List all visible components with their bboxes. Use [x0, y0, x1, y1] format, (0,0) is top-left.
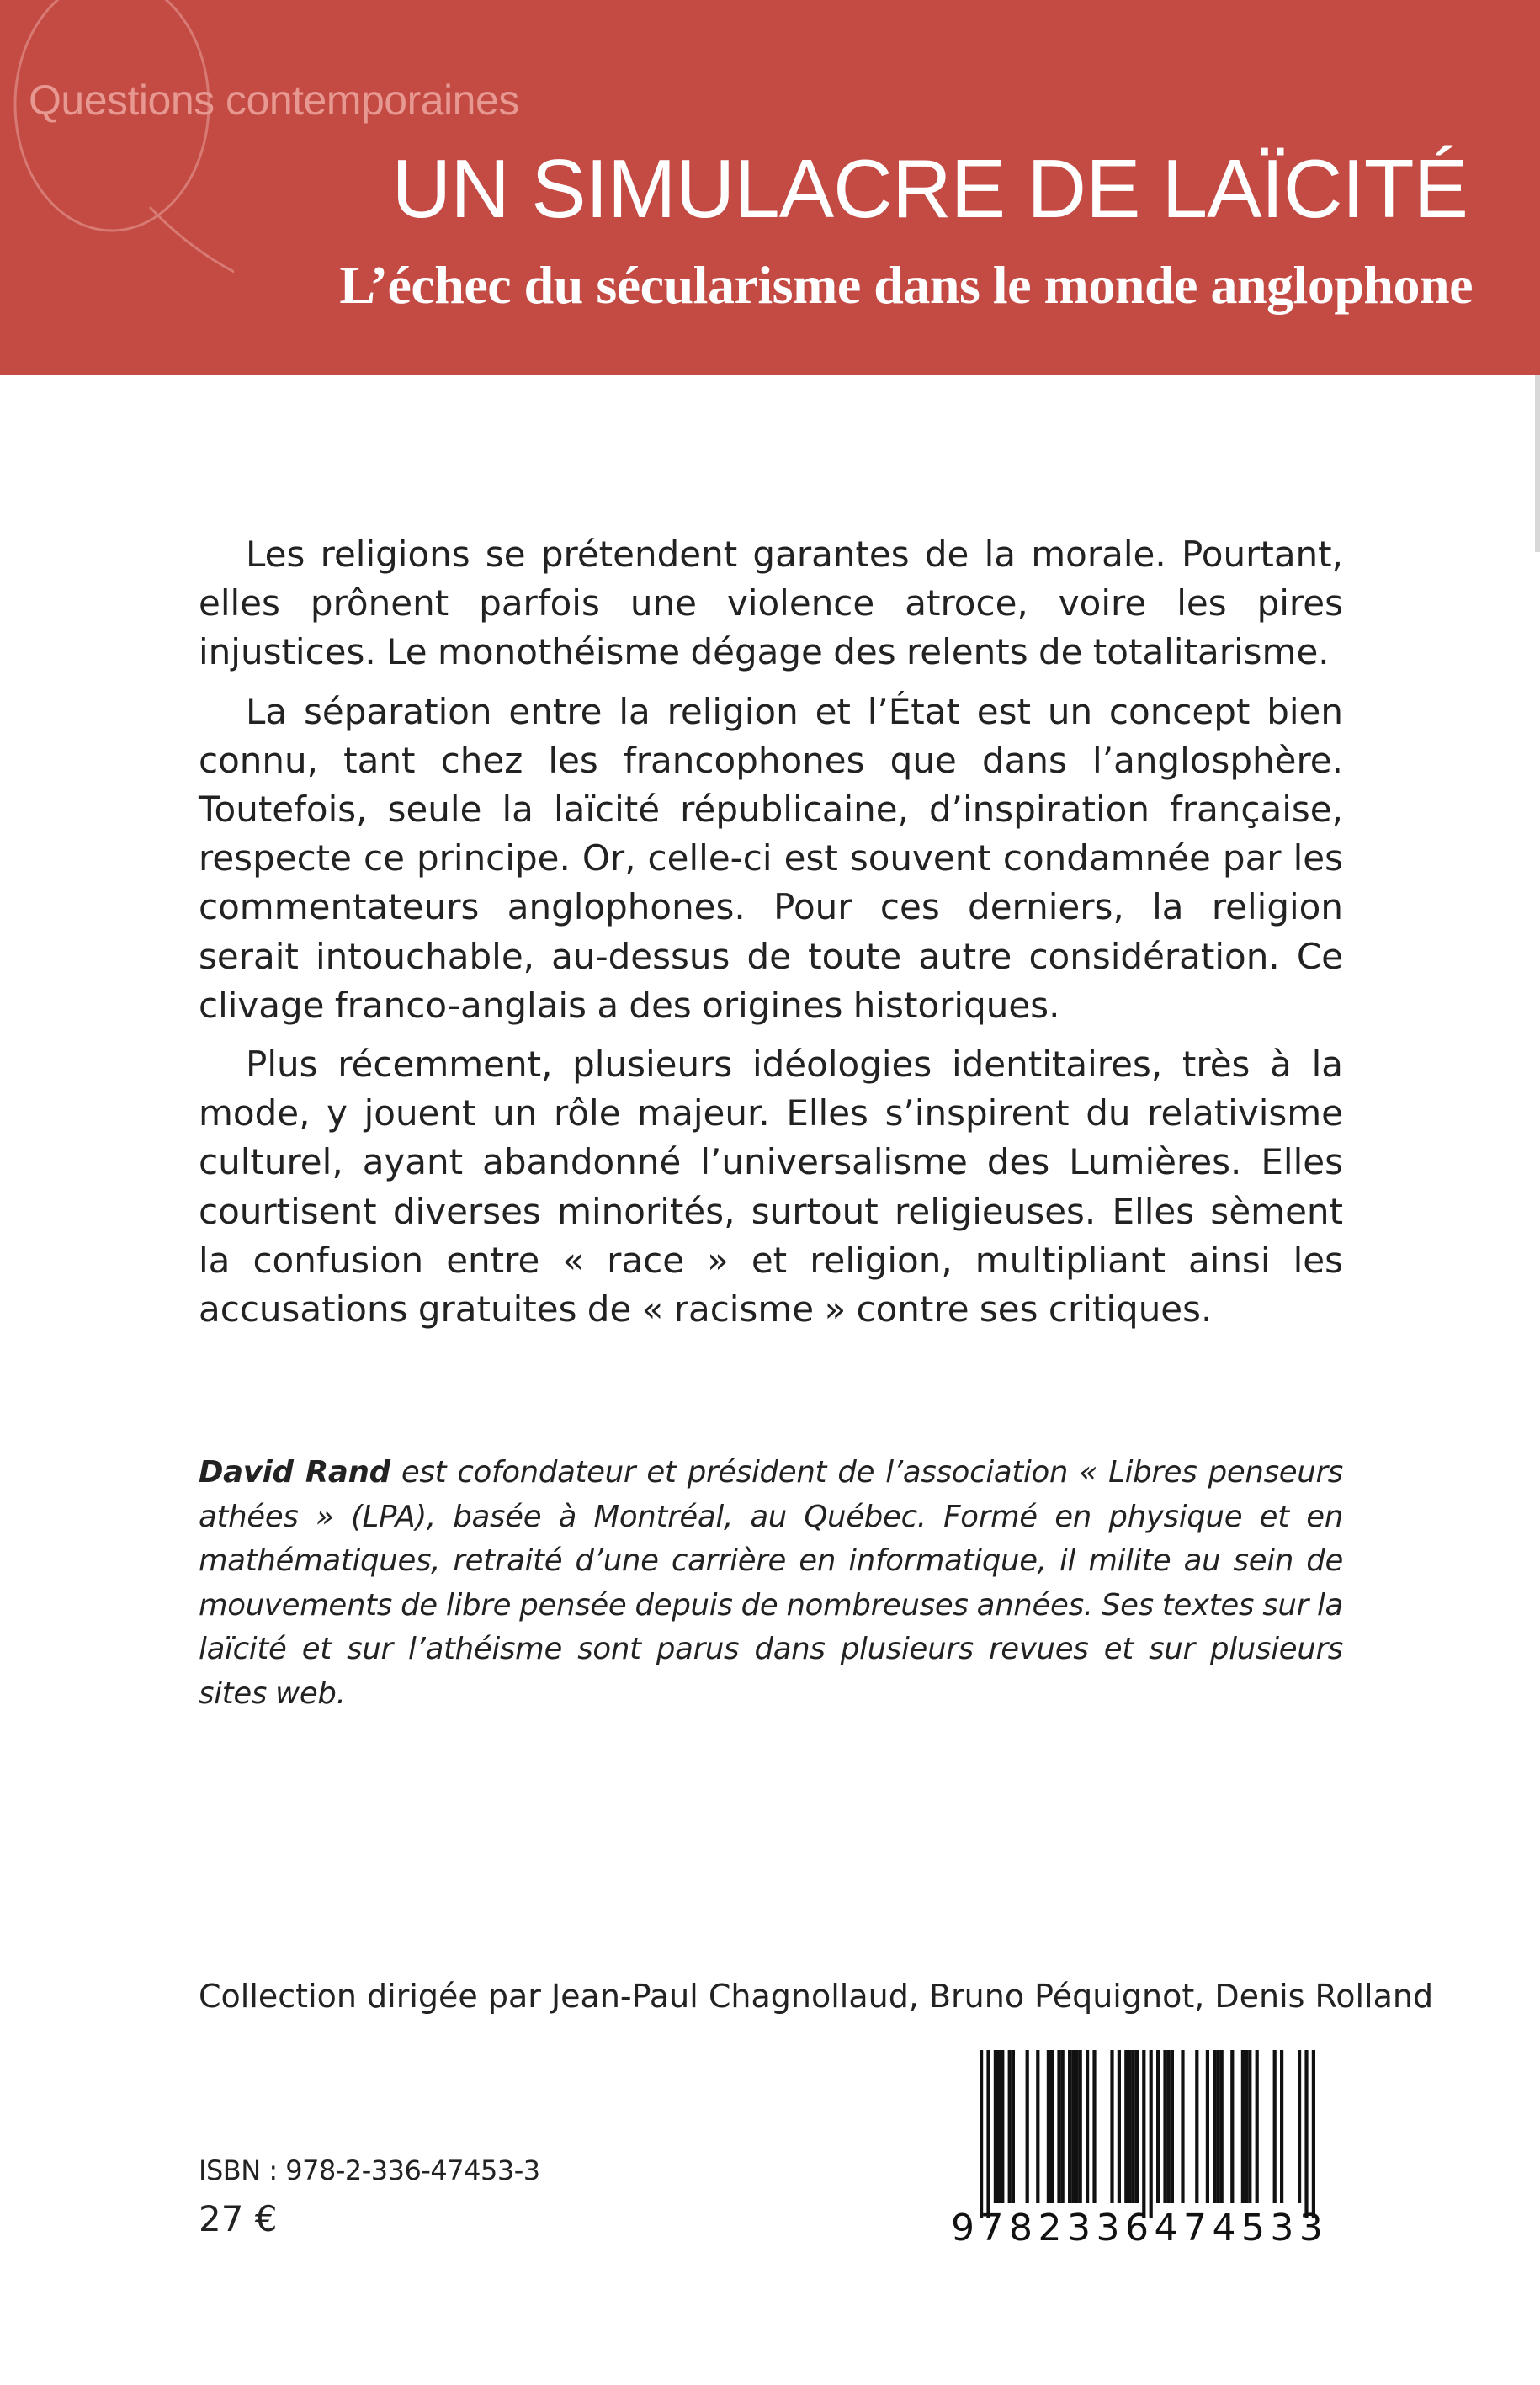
barcode-bar: [1298, 2050, 1301, 2203]
barcode-bar: [1012, 2050, 1015, 2203]
barcode-bar: [1256, 2050, 1259, 2203]
back-cover-blurb: [199, 530, 1343, 1344]
barcode-guard-bar: [980, 2050, 983, 2218]
barcode-bar: [1068, 2050, 1071, 2203]
barcode-bar: [1124, 2050, 1128, 2203]
barcode-bar: [1079, 2050, 1082, 2203]
ean13-barcode-icon: [951, 2050, 1338, 2218]
barcode-bar: [1248, 2050, 1251, 2203]
barcode-guard-bar: [986, 2050, 990, 2218]
barcode-bar: [1047, 2050, 1050, 2203]
blurb-paragraph: Les religions se prétendent garantes de la morale. Pourtant, elles prônent parfois une violence atroce, voire les pires injustices. Le monothéisme dégage des relents de totalitarisme.: [199, 534, 1343, 673]
barcode-bar: [1245, 2050, 1248, 2203]
barcode-bar: [1167, 2050, 1171, 2203]
author-bio-text: est cofondateur et président de l’association « Libres penseurs athées » (LPA), basée à Montréal, au Québec. Formé en physique et en mathématiques, retraité d’une carrière en informatique, il milite au sein de mouvements de libre pensée depuis de nombreuses années. Ses textes sur la laïcité et sur l’athéisme sont parus dans plusieurs revues et sur plusieurs sites web.: [199, 1455, 1343, 1711]
blurb-paragraph: La séparation entre la religion et l’État est un concept bien connu, tant chez les francophones que dans l’anglosphère. Toutefois, seule la laïcité républicaine, d’inspiration française, respecte ce principe. Or, celle-ci est souvent condamnée par les commentateurs anglophones. Pour ces derniers, la religion serait intouchable, au-dessus de toute autre considération. Ce clivage franco-anglais a des origines historiques.: [199, 690, 1343, 1026]
barcode-bar: [1001, 2050, 1004, 2203]
barcode-bar: [1206, 2050, 1209, 2203]
isbn-number: ISBN : 978-2-336-47453-3: [199, 2154, 540, 2186]
barcode-bar: [1118, 2050, 1121, 2203]
barcode-bar: [1092, 2050, 1096, 2203]
barcode: [951, 2050, 1338, 2257]
blurb-paragraph: Plus récemment, plusieurs idéologies identitaires, très à la mode, y jouent un rôle majeur. Elles s’inspirent du relativisme culturel, ayant abandonné l’universalisme des Lumières. Elles courtisent diverses minorités, surtout religieuses. Elles sèment la confusion entre « race » et religion, multipliant ainsi les accusations gratuites de « racisme » contre ses critiques.: [199, 1044, 1343, 1331]
barcode-bar: [1086, 2050, 1089, 2203]
barcode-bar: [1008, 2050, 1012, 2203]
barcode-bar: [1171, 2050, 1174, 2203]
barcode-bar: [1241, 2050, 1245, 2203]
author-bio: [199, 1451, 1343, 1716]
series-name: Questions contemporaines: [29, 77, 519, 124]
barcode-bar: [1110, 2050, 1113, 2203]
barcode-guard-bar: [1142, 2050, 1145, 2218]
barcode-bar: [1273, 2050, 1277, 2203]
barcode-bar: [1057, 2050, 1060, 2203]
cover-header-band: [0, 0, 1540, 375]
barcode-bar: [1213, 2050, 1216, 2203]
barcode-bar: [1036, 2050, 1039, 2203]
barcode-guard-bar: [1150, 2050, 1153, 2218]
barcode-bar: [1163, 2050, 1166, 2203]
author-name: David Rand: [199, 1455, 390, 1490]
barcode-digits: 9782336474533: [951, 2207, 1329, 2250]
book-title: UN SIMULACRE DE LAÏCITÉ: [391, 142, 1468, 235]
collection-directors: Collection dirigée par Jean-Paul Chagnollaud, Bruno Péquignot, Denis Rolland: [199, 1978, 1434, 2015]
barcode-bar: [1026, 2050, 1029, 2203]
barcode-bar: [1075, 2050, 1078, 2203]
barcode-bar: [1128, 2050, 1131, 2203]
barcode-bar: [1071, 2050, 1075, 2203]
barcode-bar: [1135, 2050, 1139, 2203]
book-price: 27 €: [199, 2198, 278, 2239]
q-letter-logo-icon: [7, 0, 234, 273]
barcode-bar: [1216, 2050, 1219, 2203]
barcode-guard-bar: [1312, 2050, 1315, 2218]
barcode-bar: [1181, 2050, 1184, 2203]
barcode-bar: [1132, 2050, 1135, 2203]
barcode-guard-bar: [1304, 2050, 1308, 2218]
barcode-bar: [1195, 2050, 1198, 2203]
barcode-bar: [997, 2050, 1001, 2203]
barcode-bar: [1280, 2050, 1283, 2203]
barcode-bar: [1050, 2050, 1054, 2203]
barcode-bar: [1230, 2050, 1234, 2203]
barcode-bar: [1061, 2050, 1065, 2203]
barcode-bar: [1220, 2050, 1224, 2203]
spine-edge: [1535, 375, 1540, 552]
barcode-bar: [994, 2050, 997, 2203]
book-subtitle: L’échec du sécularisme dans le monde anglophone: [339, 255, 1473, 315]
barcode-bar: [1156, 2050, 1160, 2203]
